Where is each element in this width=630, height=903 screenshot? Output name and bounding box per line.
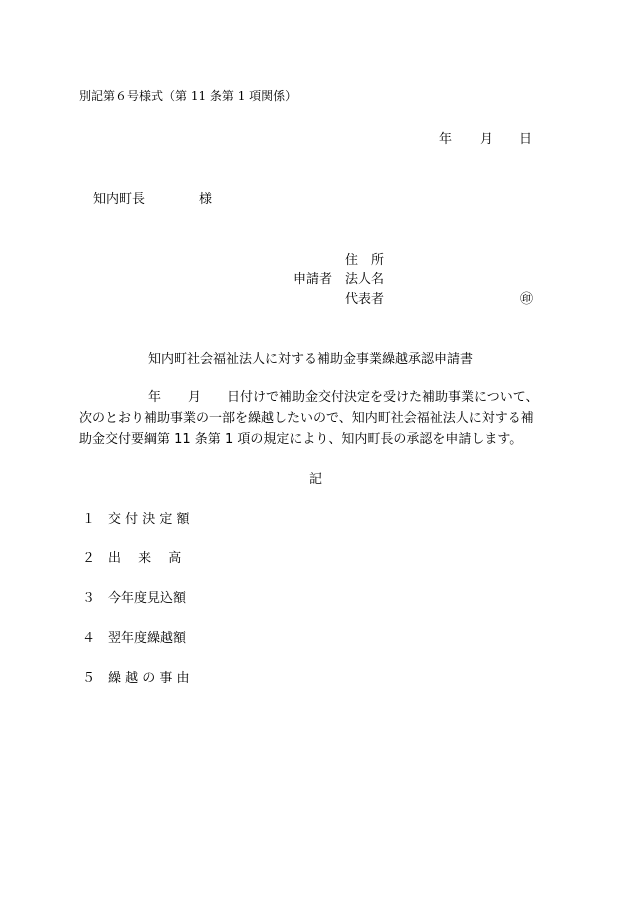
corp-name-label: 法人名 [345, 272, 385, 287]
date-day: 日 [519, 132, 533, 147]
item-label: 今年度見込額 [108, 591, 187, 606]
date-year: 年 [439, 132, 453, 147]
item-label: 交 付 決 定 額 [108, 512, 190, 527]
body-year: 年 [148, 390, 162, 405]
item-number: ５ [82, 671, 96, 686]
ki-heading: 記 [309, 472, 323, 487]
addressee-honorific: 様 [199, 192, 213, 207]
item-number: ２ [82, 551, 96, 566]
date-month: 月 [480, 132, 494, 147]
body-month: 月 [188, 390, 202, 405]
item-label: 繰 越 の 事 由 [108, 671, 190, 686]
list-item [82, 627, 186, 646]
address-label: 住 所 [345, 253, 385, 268]
list-item [82, 667, 190, 686]
item-number: ４ [82, 631, 96, 646]
list-item [82, 508, 190, 527]
item-number: ３ [82, 591, 96, 606]
item-label: 出 来 高 [108, 551, 182, 566]
applicant-label: 申請者 [293, 272, 333, 287]
body-line2: 次のとおり補助事業の一部を繰越したいので、知内町社会福祉法人に対する補 [79, 411, 534, 426]
item-label: 翌年度繰越額 [108, 631, 187, 646]
representative-label: 代表者 [345, 292, 385, 307]
document-title: 知内町社会福祉法人に対する補助金事業繰越承認申請書 [148, 352, 474, 367]
list-item [82, 547, 181, 566]
addressee-name: 知内町長 [93, 192, 146, 207]
seal-mark: ㊞ [520, 292, 534, 307]
list-item [82, 587, 186, 606]
body-line1: 日付けで補助金交付決定を受けた補助事業について、 [227, 390, 539, 405]
item-number: １ [82, 512, 96, 527]
body-line3: 助金交付要綱第 11 条第 1 項の規定により、知内町長の承認を申請します。 [79, 432, 523, 447]
form-label: 別記第６号様式（第 11 条第 1 項関係） [79, 89, 298, 103]
